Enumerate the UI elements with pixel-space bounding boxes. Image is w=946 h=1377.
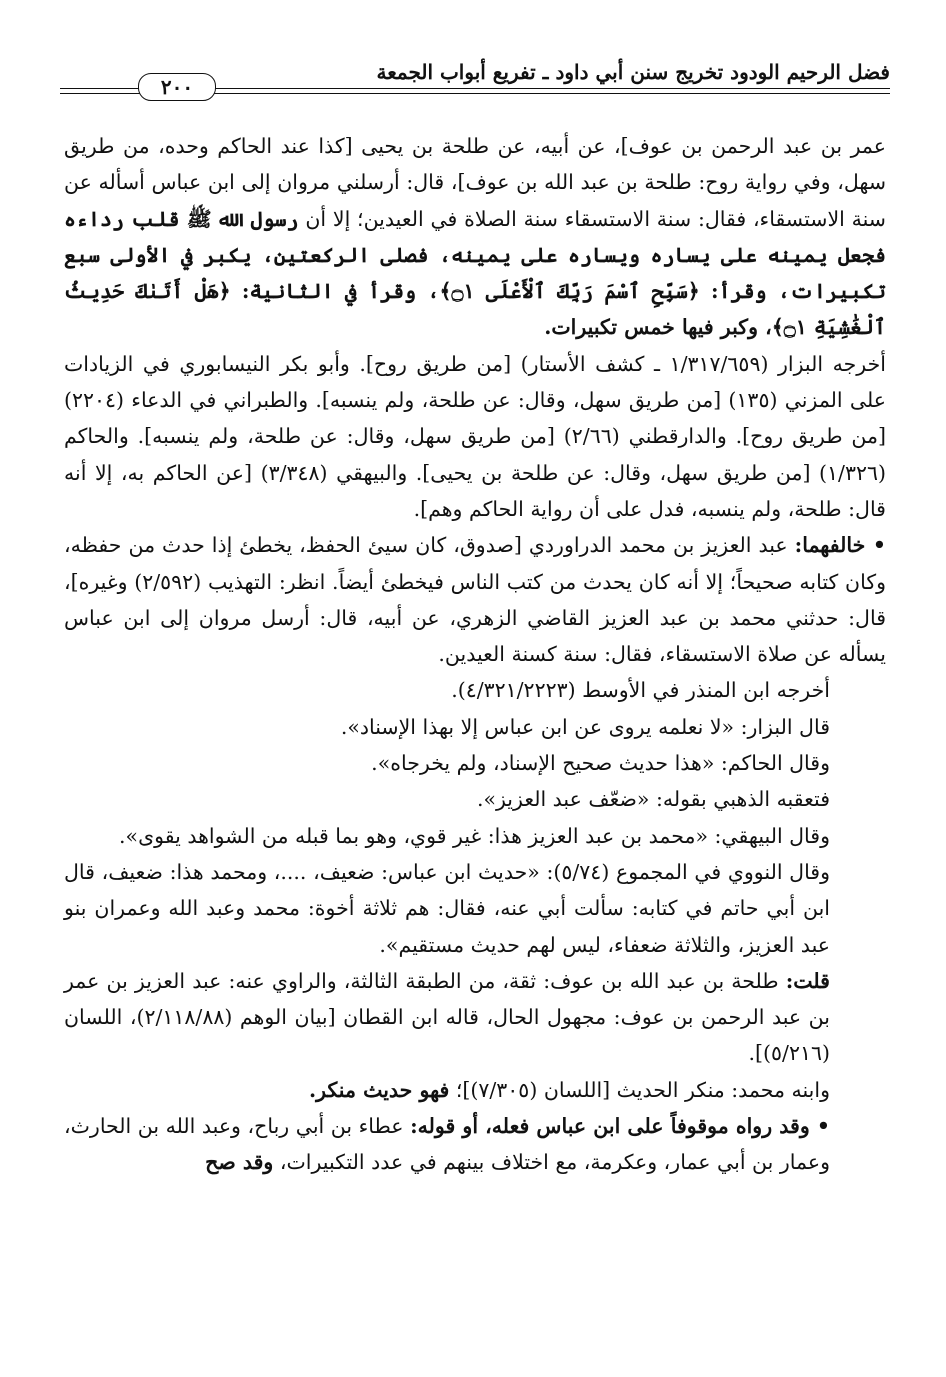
paragraph — [64, 527, 886, 672]
paragraph-text: وقال الحاكم: «هذا حديث صحيح الإسناد، ولم يخرجاه». — [371, 751, 830, 776]
paragraph-text: أخرجه ابن المنذر في الأوسط (٤/٣٢١/٢٢٢٣). — [451, 678, 830, 703]
paragraph-lead: • وقد رواه موقوفاً على ابن عباس فعله، أو قوله: — [410, 1114, 830, 1139]
verdict-text: وقد صح — [205, 1150, 274, 1175]
quran-verse: ﴿هَلْ أَتَىٰكَ حَدِيثُ ٱلْغَٰشِيَةِ ۝١﴾ — [64, 279, 886, 340]
paragraph-text: أخرجه البزار (١/٣١٧/٦٥٩ ـ كشف الأستار) [من طريق روح]. وأبو بكر النيسابوري في الزيادات على المزني (١٣٥) [من طريق سهل، وقال: عن طلحة، ولم ينسبه]. والطبراني في الدعاء (٢٢٠٤) [من طريق روح]. والدارقطني (٢/٦٦) [من طريق سهل، وقال: عن طلحة، ولم ينسبه]. والحاكم (١/٣٢٦) [من طريق سهل، وقال: عن طلحة بن يحيى]. والبيهقي (٣/٣٤٨) [عن الحاكم به، إلا أنه قال: طلحة، ولم ينسبه، فدل على أن رواية الحاكم وهم]. — [64, 351, 886, 521]
paragraph — [64, 854, 886, 963]
page-header — [60, 52, 890, 102]
paragraph-lead: قلت: — [785, 968, 830, 993]
page-number: ٢٠٠ — [138, 73, 216, 101]
hadith-text: رسول الله ﷺ قلب رداءه فجعل يمينه على يساره ويساره على يمينه، فصلى الركعتين، يكبر في الأولى سبع تكبيرات، وقرأ: — [64, 206, 886, 304]
paragraph — [64, 346, 886, 527]
paragraph — [64, 1108, 886, 1181]
paragraph — [64, 672, 886, 708]
paragraph — [64, 818, 886, 854]
verdict-text: فهو حديث منكر. — [309, 1077, 450, 1102]
paragraph-text: وقال النووي في المجموع (٥/٧٤): «حديث ابن عباس: ضعيف، ....، ومحمد هذا: ضعيف، قال ابن أبي حاتم في كتابه: سألت أبي عنه، فقال: هم ثلاثة أخوة: محمد وعبد الله وعمران بنو عبد العزيز، والثلاثة ضعفاء، ليس لهم حديث مستقيم». — [64, 859, 831, 957]
running-title: فضل الرحيم الودود تخريج سنن أبي داود ـ تفريع أبواب الجمعة — [376, 60, 890, 84]
paragraph-text: وابنه محمد: منكر الحديث [اللسان (٧/٣٠٥)]؛ — [449, 1077, 830, 1102]
paragraph-text: عمر بن عبد الرحمن بن عوف]، عن أبيه، عن طلحة بن يحيى [كذا عند الحاكم وحده، من طريق سهل، وفي رواية روح: طلحة بن عبد الله بن عوف]، قال: أرسلني مروان إلى ابن عباس أسأله عن سنة الاستسقاء، فقال: سنة الاستسقاء سنة الصلاة في العيدين؛ إلا أن — [64, 134, 886, 231]
hadith-text: ، وكبر فيها خمس تكبيرات. — [544, 315, 772, 340]
paragraph — [64, 781, 886, 817]
paragraph-text: قال البزار: «لا نعلمه يروى عن ابن عباس إلا بهذا الإسناد». — [340, 714, 830, 739]
paragraph-text: فتعقبه الذهبي بقوله: «ضعّف عبد العزيز». — [476, 787, 830, 812]
paragraph-text: عطاء بن أبي رباح، وعبد الله بن الحارث، وعمار بن أبي عمار، وعكرمة، مع اختلاف بينهم في عدد التكبيرات، — [64, 1114, 830, 1175]
paragraph — [64, 1072, 886, 1108]
paragraph — [64, 709, 886, 745]
paragraph — [64, 745, 886, 781]
paragraph-text: وقال البيهقي: «محمد بن عبد العزيز هذا: غير قوي، وهو بما قبله من الشواهد يقوى». — [119, 823, 830, 848]
hadith-text: ، وقرأ في الثانية: — [230, 279, 440, 304]
paragraph-text: عبد العزيز بن محمد الدراوردي [صدوق، كان سيئ الحفظ، يخطئ إذا حدث من حفظه، وكان كتابه صحيحاً؛ إلا أنه كان يحدث من كتب الناس فيخطئ أيضاً. انظر: التهذيب (٢/٥٩٢) وغيره]، قال: حدثني محمد بن عبد العزيز القاضي الزهري، عن أبيه، قال: أرسل مروان إلى ابن عباس يسأله عن صلاة الاستسقاء، فقال: سنة كسنة العيدين. — [64, 533, 886, 667]
paragraph — [64, 128, 886, 346]
main-text — [64, 128, 886, 1181]
quran-verse: ﴿سَبِّحِ ٱسْمَ رَبِّكَ ٱلْأَعْلَى ۝١﴾ — [439, 279, 700, 304]
paragraph — [64, 963, 886, 1072]
paragraph-lead: • خالفهما: — [794, 533, 886, 558]
paragraph-text: طلحة بن عبد الله بن عوف: ثقة، من الطبقة الثالثة، والراوي عنه: عبد العزيز بن عمر بن عبد الرحمن بن عوف: مجهول الحال، قاله ابن القطان [بيان الوهم (٢/١١٨/٨٨)، اللسان (٥/٢١٦)]. — [64, 968, 830, 1066]
